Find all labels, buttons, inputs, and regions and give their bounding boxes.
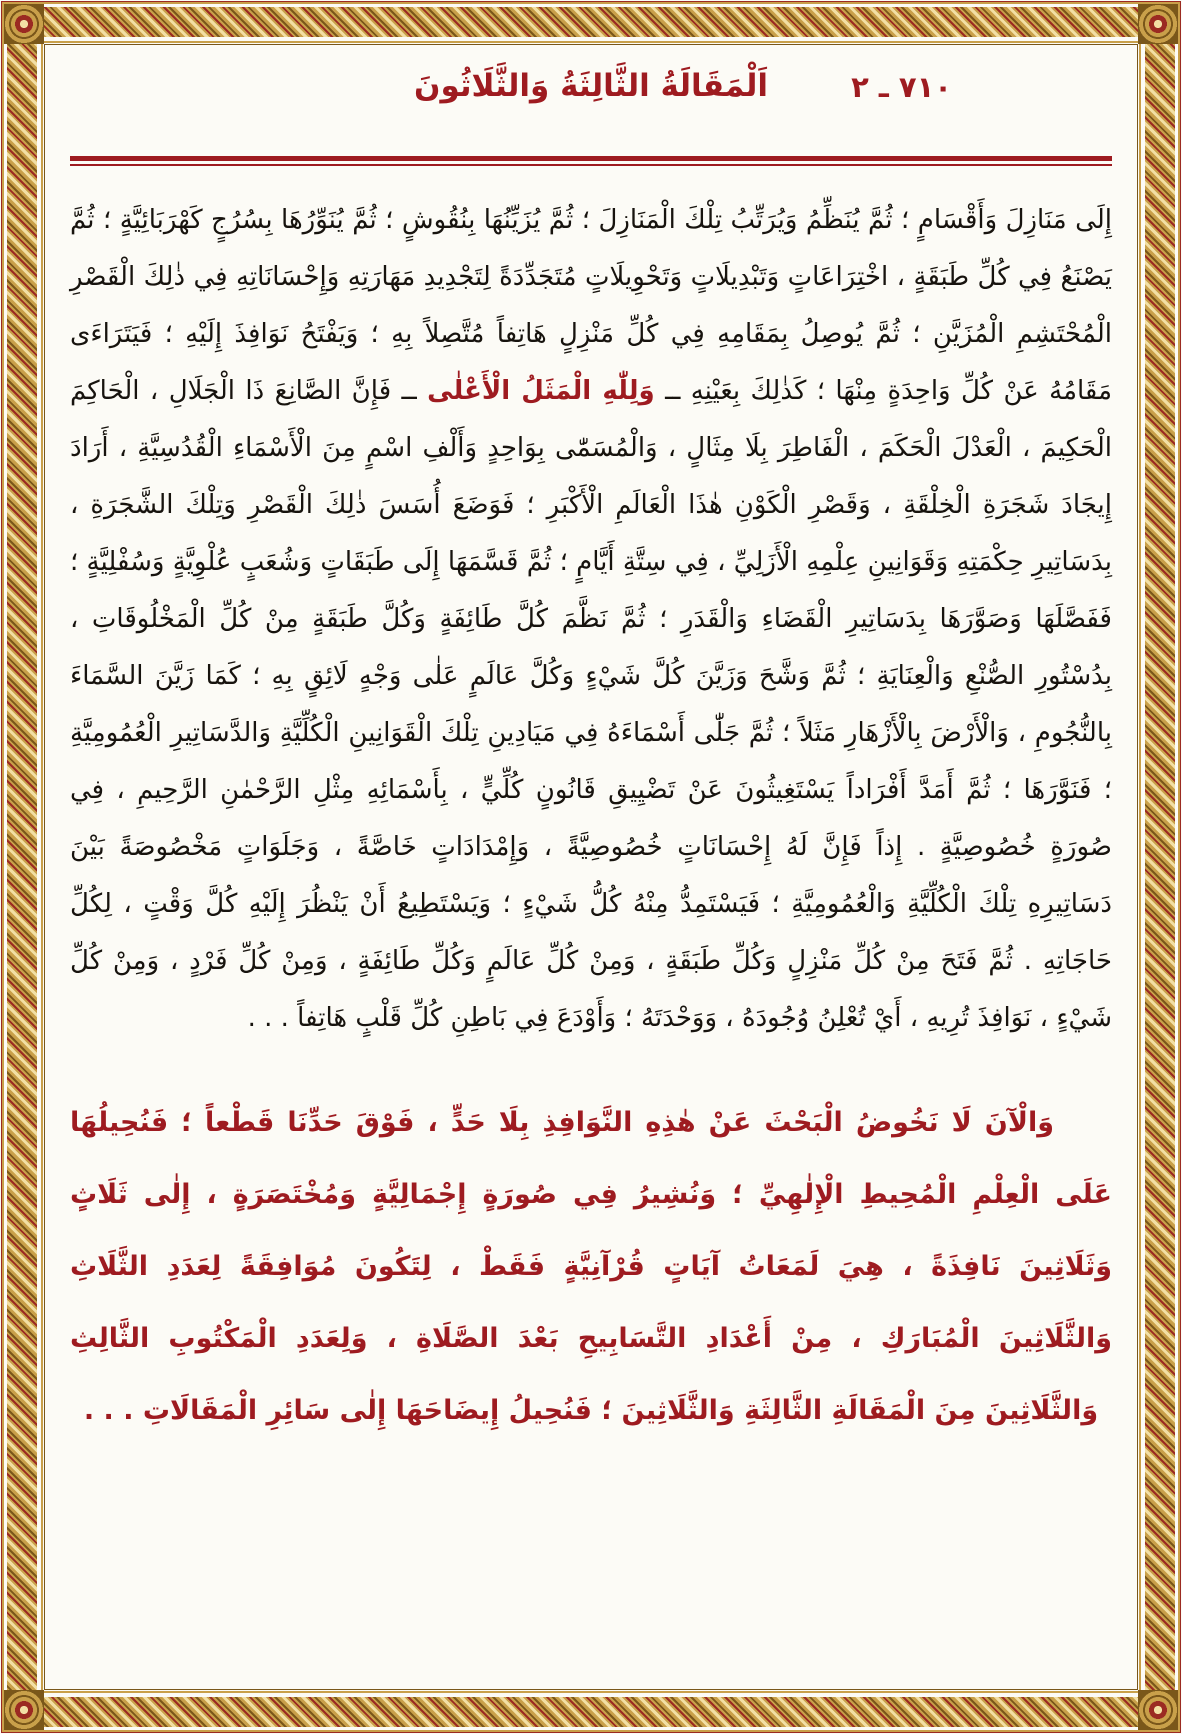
main-paragraph <box>70 192 1112 1047</box>
header-rule <box>70 156 1112 166</box>
border-corner-ornament <box>4 4 44 44</box>
border-corner-ornament <box>1138 1690 1178 1730</box>
text-segment: وَالْآنَ لَا نَخُوضُ الْبَحْثَ عَنْ هٰذِهِ النَّوَافِذِ بِلَا حَدٍّ ، فَوْقَ حَدِّنَا قَطْعاً ؛ فَنُحِيلُهَا عَلَى الْعِلْمِ الْمُحِيطِ الْإِلٰهِيِّ ؛ وَنُشِيرُ فِي صُورَةٍ إِجْمَالِيَّةٍ وَمُخْتَصَرَةٍ ، إِلٰى ثَلَاثٍ وَثَلَاثِينَ نَافِذَةً ، هِيَ لَمَعَاتُ آيَاتٍ قُرْآنِيَّةٍ فَقَطْ ، لِتَكُونَ مُوَافِقَةً لِعَدَدِ الثَّلَاثِ وَالثَّلَاثِينَ الْمُبَارَكِ ، مِنْ أَعْدَادِ التَّسَابِيحِ بَعْدَ الصَّلَاةِ ، وَلِعَدَدِ الْمَكْتُوبِ الثَّالِثِ وَالثَّلَاثِينَ مِنَ الْمَقَالَةِ الثَّالِثَةِ وَالثَّلَاثِينَ ؛ فَنُحِيلُ إِيضَاحَهَا إِلٰى سَائِرِ الْمَقَالَاتِ . . . <box>70 1107 1112 1426</box>
page-number: ٧١٠ ـ ٢ <box>851 70 952 104</box>
border-corner-ornament <box>1138 4 1178 44</box>
body-text <box>70 192 1112 1447</box>
page-header <box>70 68 1112 142</box>
accent-phrase: وَلِلّٰهِ الْمَثَلُ الْأَعْلٰى <box>427 376 655 406</box>
border-corner-ornament <box>4 1690 44 1730</box>
page-content <box>70 52 1112 1682</box>
page-title: اَلْمَقَالَةُ الثَّالِثَةُ وَالثَّلَاثُونَ <box>414 68 768 104</box>
text-segment: ــ فَإِنَّ الصَّانِعَ ذَا الْجَلَالِ ، الْحَاكِمَ الْحَكِيمَ ، الْعَدْلَ الْحَكَمَ ، الْفَاطِرَ بِلَا مِثَالٍ ، وَالْمُسَمّٰى بِوَاحِدٍ وَأَلْفِ اسْمٍ مِنَ الْأَسْمَاءِ الْقُدُسِيَّةِ ، أَرَادَ إِيجَادَ شَجَرَةِ الْخِلْقَةِ ، وَقَصْرِ الْكَوْنِ هٰذَا الْعَالَمِ الْأَكْبَرِ ؛ فَوَضَعَ أُسَسَ ذٰلِكَ الْقَصْرِ وَتِلْكَ الشَّجَرَةِ ، بِدَسَاتِيرِ حِكْمَتِهِ وَقَوَانِينِ عِلْمِهِ الْأَزَلِيِّ ، فِي سِتَّةِ أَيَّامٍ ؛ ثُمَّ قَسَّمَهَا إِلَى طَبَقَاتٍ وَشُعَبٍ عُلْوِيَّةٍ وَسُفْلِيَّةٍ ؛ فَفَصَّلَهَا وَصَوَّرَهَا بِدَسَاتِيرِ الْقَضَاءِ وَالْقَدَرِ ؛ ثُمَّ نَظَّمَ كُلَّ طَائِفَةٍ وَكُلَّ طَبَقَةٍ مِنْ كُلِّ الْمَخْلُوقَاتِ ، بِدُسْتُورِ الصُّنْعِ وَالْعِنَايَةِ ؛ ثُمَّ وَشَّحَ وَزَيَّنَ كُلَّ شَيْءٍ وَكُلَّ عَالَمٍ عَلٰى وَجْهٍ لَائِقٍ بِهِ ؛ كَمَا زَيَّنَ السَّمَاءَ بِالنُّجُومِ ، وَالْأَرْضَ بِالْأَزْهَارِ مَثَلاً ؛ ثُمَّ جَلّٰى أَسْمَاءَهُ فِي مَيَادِينِ تِلْكَ الْقَوَانِينِ الْكُلِّيَّةِ وَالدَّسَاتِيرِ الْعُمُومِيَّةِ ؛ فَنَوَّرَهَا ؛ ثُمَّ أَمَدَّ أَفْرَاداً يَسْتَغِيثُونَ عَنْ تَضْيِيقِ قَانُونٍ كُلِّيٍّ ، بِأَسْمَائِهِ مِثْلِ الرَّحْمٰنِ الرَّحِيمِ ، فِي صُورَةٍ خُصُوصِيَّةٍ . إِذاً فَإِنَّ لَهُ إِحْسَانَاتٍ خُصُوصِيَّةً ، وَإِمْدَادَاتٍ خَاصَّةً ، وَجَلَوَاتٍ مَخْصُوصَةً بَيْنَ دَسَاتِيرِهِ تِلْكَ الْكُلِّيَّةِ وَالْعُمُومِيَّةِ ؛ فَيَسْتَمِدُّ مِنْهُ كُلُّ شَيْءٍ ؛ وَيَسْتَطِيعُ أَنْ يَنْظُرَ إِلَيْهِ كُلَّ وَقْتٍ ، لِكُلِّ حَاجَاتِهِ . ثُمَّ فَتَحَ مِنْ كُلِّ مَنْزِلٍ وَكُلِّ طَبَقَةٍ ، وَمِنْ كُلِّ عَالَمٍ وَكُلِّ طَائِفَةٍ ، وَمِنْ كُلِّ فَرْدٍ ، وَمِنْ كُلِّ شَيْءٍ ، نَوَافِذَ تُرِيهِ ، أَيْ تُعْلِنُ وُجُودَهُ ، وَوَحْدَتَهُ ؛ وَأَوْدَعَ فِي بَاطِنِ كُلِّ قَلْبٍ هَاتِفاً . . . <box>70 376 1112 1033</box>
text-segment: إِلَى مَنَازِلَ وَأَقْسَامٍ ؛ ثُمَّ يُنَظِّمُ وَيُرَتِّبُ تِلْكَ الْمَنَازِلَ ؛ ثُمَّ يُزَيِّنُهَا بِنُقُوشٍ ؛ ثُمَّ يُنَوِّرُهَا بِسُرُجٍ كَهْرَبَائِيَّةٍ ؛ ثُمَّ يَصْنَعُ فِي كُلِّ طَبَقَةٍ ، اخْتِرَاعَاتٍ وَتَبْدِيلَاتٍ وَتَحْوِيلَاتٍ مُتَجَدِّدَةً لِتَجْدِيدِ مَهَارَتِهِ وَإِحْسَانَاتِهِ فِي ذٰلِكَ الْقَصْرِ الْمُحْتَشِمِ الْمُزَيَّنِ ؛ ثُمَّ يُوصِلُ بِمَقَامِهِ فِي كُلِّ مَنْزِلٍ هَاتِفاً مُتَّصِلاً بِهِ ؛ وَيَفْتَحُ نَوَافِذَ إِلَيْهِ ؛ فَيَتَرَاءَى مَقَامُهُ عَنْ كُلِّ وَاحِدَةٍ مِنْهَا ؛ كَذٰلِكَ بِعَيْنِهِ ــ <box>70 205 1113 406</box>
closing-paragraph <box>70 1087 1112 1447</box>
